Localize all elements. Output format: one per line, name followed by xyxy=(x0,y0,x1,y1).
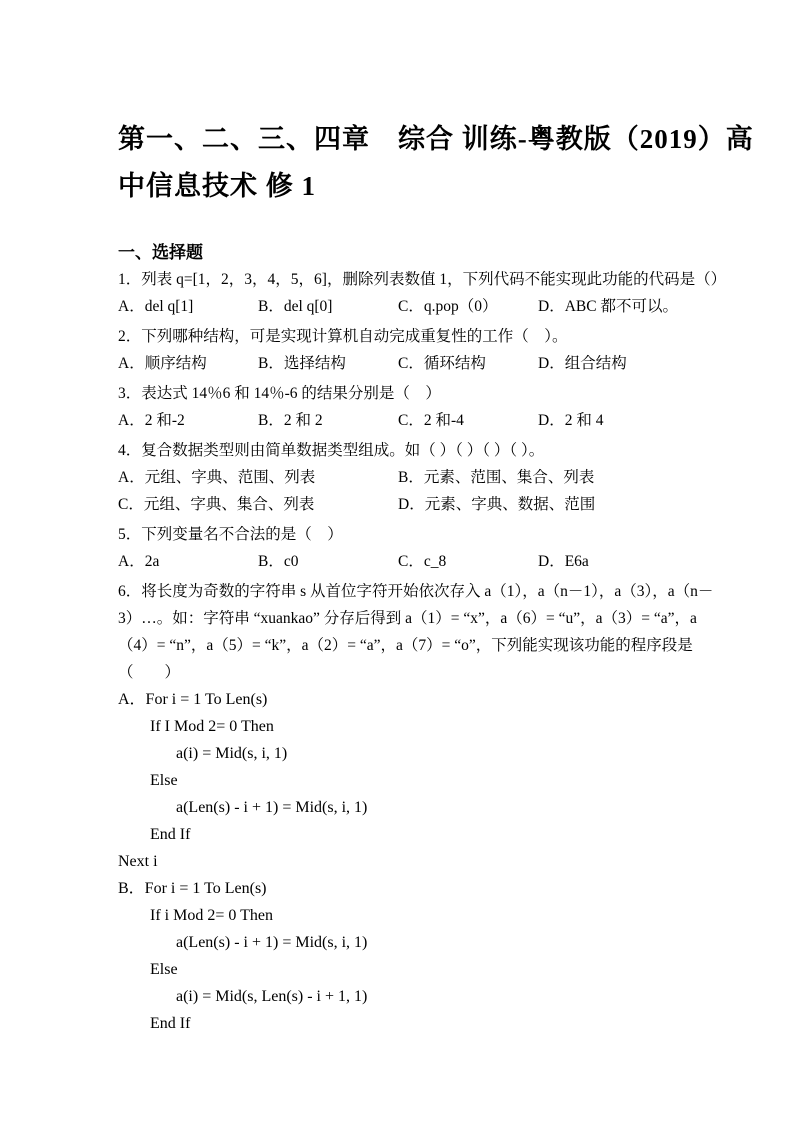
code-line: Next i xyxy=(118,853,158,870)
question-4-option-a: A．元组、字典、范围、列表 xyxy=(118,469,316,486)
code-line: A．For i = 1 To Len(s) xyxy=(118,691,268,708)
code-line: a(Len(s) - i + 1) = Mid(s, i, 1) xyxy=(176,934,368,951)
question-1-option-d: D．ABC 都不可以。 xyxy=(538,298,678,315)
question-4-option-b: B．元素、范围、集合、列表 xyxy=(398,469,595,486)
code-line: a(i) = Mid(s, Len(s) - i + 1, 1) xyxy=(176,988,368,1005)
question-2-option-d: D．组合结构 xyxy=(538,355,627,372)
code-line: a(Len(s) - i + 1) = Mid(s, i, 1) xyxy=(176,799,368,816)
question-3-option-d: D．2 和 4 xyxy=(538,412,604,429)
code-line: End If xyxy=(150,1015,191,1032)
question-5-options xyxy=(118,548,680,575)
question-6-code-option-a xyxy=(118,686,680,875)
question-4-option-d: D．元素、字典、数据、范围 xyxy=(398,496,596,513)
question-1-option-b: B．del q[0] xyxy=(258,298,333,315)
question-2-options xyxy=(118,350,680,377)
question-5-option-d: D．E6a xyxy=(538,553,589,570)
code-line: a(i) = Mid(s, i, 1) xyxy=(176,745,288,762)
code-line: End If xyxy=(150,826,191,843)
code-line: If I Mod 2= 0 Then xyxy=(150,718,274,735)
question-1-options xyxy=(118,293,680,320)
question-4-options-row-2 xyxy=(118,491,680,518)
question-4-option-c: C．元组、字典、集合、列表 xyxy=(118,496,315,513)
question-1-option-a: A．del q[1] xyxy=(118,298,194,315)
document-content xyxy=(118,116,754,1037)
title-line-1: 第一、二、三、四章 综合 训练-粤教版（2019）高 xyxy=(118,124,754,154)
question-3-option-a: A．2 和-2 xyxy=(118,412,185,429)
question-2-option-c: C．循环结构 xyxy=(398,355,486,372)
question-3-option-c: C．2 和-4 xyxy=(398,412,464,429)
question-5-option-b: B．c0 xyxy=(258,553,299,570)
question-3-stem: 3．表达式 14％6 和 14％-6 的结果分别是（ ） xyxy=(118,385,441,402)
question-5-stem: 5．下列变量名不合法的是（ ） xyxy=(118,526,343,543)
question-4-stem: 4．复合数据类型则由简单数据类型组成。如（ ）（ ）（ ）（ ）。 xyxy=(118,442,545,459)
question-6-stem-line-2: 3）…。如：字符串 “xuankao” 分存后得到 a（1）= “x”，a（6）= “u”，a（3）= “a”，a xyxy=(118,610,697,627)
code-line: Else xyxy=(150,961,178,978)
document-title xyxy=(118,116,754,210)
question-2-stem: 2．下列哪种结构，可是实现计算机自动完成重复性的工作（ ）。 xyxy=(118,328,568,345)
question-5-option-c: C．c_8 xyxy=(398,553,447,570)
code-line: If i Mod 2= 0 Then xyxy=(150,907,273,924)
question-1-stem: 1．列表 q=[1，2，3，4，5，6]，删除列表数值 1，下列代码不能实现此功能的代码是（） xyxy=(118,271,727,288)
question-2-option-b: B．选择结构 xyxy=(258,355,346,372)
question-3-options xyxy=(118,407,680,434)
question-5-option-a: A．2a xyxy=(118,553,160,570)
code-line: B．For i = 1 To Len(s) xyxy=(118,880,267,897)
question-6-stem-line-4: （ ） xyxy=(118,664,181,681)
question-6-stem-line-1: 6．将长度为奇数的字符串 s 从首位字符开始依次存入 a（1），a（n－1），a（3），a（n－ xyxy=(118,583,714,600)
question-3-option-b: B．2 和 2 xyxy=(258,412,323,429)
code-line: Else xyxy=(150,772,178,789)
question-6-code-option-b xyxy=(118,875,680,1037)
section-heading-choice-questions: 一、选择题 xyxy=(118,243,203,262)
title-line-2: 中信息技术 修 1 xyxy=(118,171,316,201)
question-1-option-c: C．q.pop（0） xyxy=(398,298,498,315)
question-6-stem-line-3: （4）= “n”，a（5）= “k”，a（2）= “a”，a（7）= “o”，下列能实现该功能的程序段是 xyxy=(118,637,693,654)
question-4-options-row-1 xyxy=(118,464,680,491)
question-2-option-a: A．顺序结构 xyxy=(118,355,207,372)
